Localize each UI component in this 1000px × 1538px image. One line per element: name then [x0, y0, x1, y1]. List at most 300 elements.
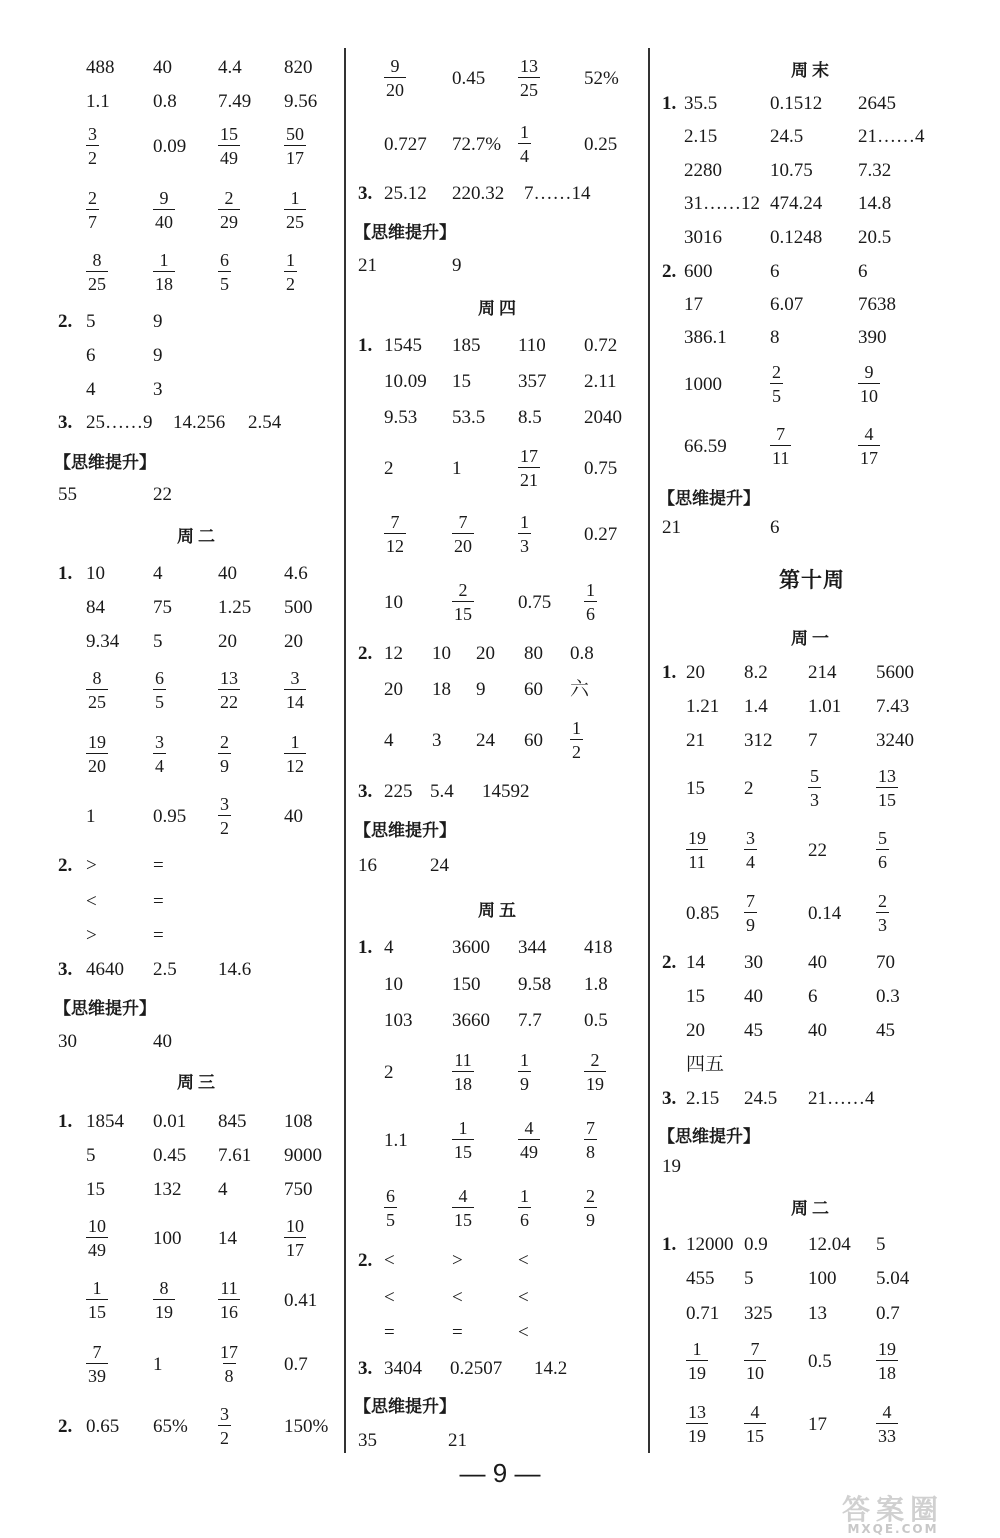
answer-cell	[744, 760, 754, 816]
fraction-numerator: 7	[586, 1118, 595, 1138]
fraction	[584, 581, 597, 623]
answer-cell	[284, 556, 308, 590]
answer-cell	[153, 304, 163, 338]
answer-cell	[384, 506, 406, 562]
answer-cell	[86, 50, 115, 84]
fraction	[153, 669, 166, 711]
answer-cell	[384, 1180, 397, 1236]
answer-cell	[153, 556, 163, 590]
answer-row	[58, 244, 338, 300]
answer-value: 474.24	[770, 192, 823, 214]
answer-row	[662, 1149, 962, 1183]
fraction-numerator: 13	[520, 56, 538, 76]
question-number	[662, 655, 686, 689]
answer-cell	[86, 372, 96, 406]
answer-value: 0.01	[153, 1110, 187, 1132]
answer-cell	[153, 1104, 186, 1138]
fraction-numerator: 2	[878, 891, 887, 911]
answer-cell	[86, 405, 153, 439]
answer-cell	[518, 506, 531, 562]
fraction-numerator: 2	[88, 188, 97, 208]
answer-cell	[518, 1112, 540, 1168]
answer-cell	[686, 1227, 734, 1261]
answer-cell	[808, 689, 841, 723]
watermark-logo	[798, 1488, 988, 1534]
fraction	[218, 251, 231, 293]
fraction-numerator: 8	[159, 1278, 169, 1298]
fraction	[518, 1051, 531, 1093]
answer-cell	[153, 788, 186, 844]
fraction	[452, 1051, 474, 1093]
thinking-boost-label: 【思维提升】	[54, 999, 156, 1019]
answer-cell	[452, 248, 462, 282]
answer-value: 20	[686, 1019, 705, 1041]
answer-value: 9	[153, 310, 163, 332]
answer-value: 40	[284, 805, 303, 827]
answer-cell	[876, 1261, 909, 1295]
question-number	[358, 176, 382, 210]
answer-cell	[744, 1296, 773, 1330]
fraction	[876, 892, 889, 934]
fraction	[452, 1119, 474, 1161]
fraction-denominator: 21	[518, 467, 540, 489]
section-title: 周一	[791, 629, 833, 649]
fraction-denominator: 2	[218, 815, 231, 837]
answer-cell	[858, 320, 887, 354]
answer-cell	[86, 182, 99, 238]
answer-value: 24	[476, 729, 495, 751]
answer-cell	[770, 418, 791, 474]
answer-cell	[384, 116, 427, 172]
fraction-denominator: 5	[218, 271, 231, 293]
answer-cell	[452, 1044, 474, 1100]
question-number-label: 1.	[358, 334, 373, 356]
answer-cell	[770, 356, 783, 412]
answer-cell	[452, 1280, 463, 1314]
answer-value: 14.6	[218, 958, 252, 980]
answer-value: 12	[384, 642, 403, 664]
answer-row	[58, 50, 338, 84]
fraction	[584, 1051, 606, 1093]
answer-value: 21	[662, 516, 681, 538]
answer-cell	[452, 50, 485, 106]
answer-cell	[284, 624, 303, 658]
answer-cell	[584, 440, 617, 496]
fraction	[218, 189, 240, 231]
question-number-label: 3.	[358, 780, 373, 802]
answer-row	[58, 1104, 338, 1138]
answer-cell	[686, 885, 719, 941]
answer-cell	[384, 1044, 394, 1100]
answer-cell	[684, 153, 722, 187]
answer-cell	[86, 726, 108, 782]
fraction-denominator: 14	[284, 689, 306, 711]
answer-row	[662, 356, 962, 412]
question-number-label: 1.	[358, 936, 373, 958]
answer-cell	[584, 1180, 597, 1236]
fraction	[86, 189, 99, 231]
answer-cell	[452, 1315, 463, 1349]
fraction-numerator: 7	[776, 424, 786, 444]
question-number	[58, 405, 82, 439]
answer-cell	[86, 1336, 108, 1392]
answer-cell	[584, 1112, 597, 1168]
fraction-denominator: 2	[570, 739, 583, 761]
answer-value: 9.58	[518, 973, 552, 995]
answer-row	[358, 1044, 640, 1100]
answer-cell	[86, 624, 119, 658]
fraction	[153, 733, 166, 775]
question-number	[662, 1227, 686, 1261]
answer-value: 100	[808, 1267, 837, 1289]
answer-row	[662, 220, 962, 254]
answer-cell	[218, 788, 231, 844]
fraction-numerator: 10	[88, 1216, 106, 1236]
answer-cell	[744, 1333, 766, 1389]
question-number	[358, 1243, 382, 1277]
fraction-numerator: 1	[692, 1339, 702, 1359]
answer-row	[58, 1138, 338, 1172]
answer-cell	[284, 84, 317, 118]
fraction-numerator: 13	[878, 766, 896, 786]
answer-value: 2.5	[153, 958, 177, 980]
question-number	[58, 952, 82, 986]
answer-value: 40	[808, 1019, 827, 1041]
answer-cell	[358, 248, 377, 282]
fraction	[384, 57, 406, 99]
fraction-denominator: 25	[86, 271, 108, 293]
answer-cell	[876, 885, 889, 941]
answer-value: 390	[858, 326, 887, 348]
fraction-numerator: 8	[92, 250, 102, 270]
answer-cell	[744, 1013, 763, 1047]
answer-value: 24.5	[770, 125, 804, 147]
fraction-denominator: 11	[686, 849, 707, 871]
answer-cell	[86, 244, 108, 300]
answer-cell	[808, 1396, 827, 1452]
fraction-denominator: 9	[744, 912, 757, 934]
fraction-denominator: 3	[518, 533, 531, 555]
fraction-denominator: 18	[452, 1071, 474, 1093]
section-title: 周末	[791, 61, 833, 81]
fraction-denominator: 5	[384, 1207, 397, 1229]
section-title: 周三	[177, 1073, 219, 1093]
fraction-numerator: 3	[220, 794, 229, 814]
answer-value: 0.45	[452, 67, 486, 89]
answer-value: 500	[284, 596, 313, 618]
answer-cell	[808, 1013, 827, 1047]
answer-value: 0.95	[153, 805, 187, 827]
answer-cell	[384, 1112, 408, 1168]
answer-value: 66.59	[684, 435, 727, 457]
fraction-denominator: 11	[770, 445, 791, 467]
answer-row	[662, 320, 962, 354]
answer-cell	[684, 418, 727, 474]
thinking-boost-label: 【思维提升】	[354, 821, 456, 841]
fraction-denominator: 3	[876, 912, 889, 934]
answer-row	[662, 1333, 962, 1389]
thinking-boost-label: 【思维提升】	[354, 1397, 456, 1417]
column-divider-right	[648, 48, 650, 1453]
answer-cell	[448, 1423, 467, 1457]
answer-value: 22	[153, 483, 172, 505]
answer-cell	[686, 1047, 724, 1081]
answer-value: 4	[86, 378, 96, 400]
question-number	[58, 304, 82, 338]
answer-cell	[218, 556, 237, 590]
fraction	[744, 829, 757, 871]
fraction-numerator: 2	[224, 188, 234, 208]
page-number: — 9 —	[459, 1458, 541, 1488]
answer-value: 45	[744, 1019, 763, 1041]
answer-value: 0.3	[876, 985, 900, 1007]
fraction-numerator: 1	[92, 1278, 102, 1298]
answer-value: 53.5	[452, 406, 486, 428]
fraction-numerator: 8	[92, 668, 102, 688]
answer-row	[662, 689, 962, 723]
answer-value: 0.7	[876, 1302, 900, 1324]
fraction	[744, 1403, 766, 1445]
answer-cell	[153, 884, 164, 918]
answer-value: 0.45	[153, 1144, 187, 1166]
fraction-denominator: 20	[452, 533, 474, 555]
answer-cell	[218, 182, 240, 238]
answer-value: 5600	[876, 661, 914, 683]
answer-cell	[153, 952, 177, 986]
answer-row	[358, 116, 640, 172]
answer-cell	[684, 254, 713, 288]
answer-cell	[284, 788, 303, 844]
answer-cell	[218, 1172, 228, 1206]
answer-cell	[744, 1261, 754, 1295]
answer-cell	[808, 655, 837, 689]
answer-value: 150%	[284, 1415, 329, 1437]
fraction-numerator: 4	[458, 1186, 468, 1206]
answer-cell	[86, 338, 96, 372]
section-title: 第十周	[779, 567, 845, 592]
answer-cell	[284, 182, 306, 238]
answer-cell	[218, 590, 251, 624]
answer-cell	[770, 153, 813, 187]
answer-value: 2	[744, 777, 754, 799]
answer-cell	[744, 945, 763, 979]
answer-row	[58, 338, 338, 372]
answer-cell	[284, 662, 306, 718]
answer-value: 四五	[686, 1053, 725, 1075]
answer-value: 845	[218, 1110, 247, 1132]
fraction-numerator: 7	[746, 891, 755, 911]
question-number	[358, 774, 382, 808]
answer-value: 7638	[858, 293, 896, 315]
answer-cell	[686, 822, 708, 878]
answer-cell	[808, 1081, 875, 1115]
answer-cell	[808, 723, 818, 757]
fraction-denominator: 2	[86, 145, 99, 167]
answer-cell	[384, 440, 394, 496]
fraction-denominator: 15	[876, 787, 898, 809]
answer-cell	[770, 186, 822, 220]
fraction	[858, 363, 880, 405]
fraction-denominator: 4	[744, 849, 757, 871]
answer-cell	[770, 254, 780, 288]
answer-row	[358, 1180, 640, 1236]
fraction-numerator: 9	[390, 56, 400, 76]
answer-cell	[518, 967, 551, 1001]
answer-value: 0.25	[584, 133, 618, 155]
answer-cell	[86, 1272, 108, 1328]
answer-row	[58, 662, 338, 718]
fraction	[452, 581, 474, 623]
answer-row	[58, 624, 338, 658]
answer-value: 1	[86, 805, 96, 827]
answer-value: <	[384, 1249, 395, 1271]
fraction-numerator: 11	[454, 1050, 472, 1070]
answer-cell	[218, 1104, 247, 1138]
answer-value: 9000	[284, 1144, 322, 1166]
fraction-denominator: 12	[284, 753, 306, 775]
question-number	[662, 254, 686, 288]
question-number-label: 2.	[662, 951, 677, 973]
fraction-numerator: 19	[688, 828, 706, 848]
answer-cell	[384, 967, 403, 1001]
fraction-denominator: 40	[153, 209, 175, 231]
answer-value: =	[153, 890, 164, 912]
answer-cell	[584, 50, 619, 106]
answer-value: 15	[686, 777, 705, 799]
fraction-denominator: 19	[686, 1423, 708, 1445]
answer-cell	[686, 945, 705, 979]
answer-value: 0.9	[744, 1233, 768, 1255]
answer-cell	[452, 1112, 474, 1168]
answer-cell	[684, 86, 717, 120]
fraction-denominator: 9	[518, 1071, 531, 1093]
answer-value: 2	[384, 1061, 394, 1083]
answer-row	[662, 1227, 962, 1261]
fraction-numerator: 7	[750, 1339, 760, 1359]
fraction	[452, 513, 474, 555]
watermark-logo-text: 答案圈	[841, 1493, 944, 1526]
answer-row	[662, 1296, 962, 1330]
answer-value: 103	[384, 1009, 413, 1031]
fraction-denominator: 2	[284, 271, 297, 293]
question-number	[58, 556, 82, 590]
answer-cell	[284, 1210, 306, 1266]
answer-value: 5.4	[430, 780, 454, 802]
fraction-numerator: 2	[586, 1186, 595, 1206]
fraction	[770, 425, 791, 467]
answer-cell	[153, 624, 163, 658]
answer-value: 2.15	[684, 125, 718, 147]
answer-cell	[876, 822, 889, 878]
question-number	[358, 930, 382, 964]
answer-cell	[534, 1351, 567, 1385]
answer-value: 8	[770, 326, 780, 348]
answer-value: 31……12	[684, 192, 760, 214]
question-number-label: 3.	[358, 1357, 373, 1379]
answer-value: 3	[153, 378, 163, 400]
answer-row	[358, 400, 640, 434]
answer-cell	[384, 930, 394, 964]
answer-row	[58, 918, 338, 952]
answer-value: 15	[86, 1178, 105, 1200]
answer-value: 3660	[452, 1009, 490, 1031]
answer-value: 14.8	[858, 192, 892, 214]
answer-row	[358, 1315, 640, 1349]
answer-cell	[218, 1336, 240, 1392]
answer-cell	[452, 116, 501, 172]
answer-cell	[770, 320, 780, 354]
answer-row	[662, 655, 962, 689]
answer-value: 0.1248	[770, 226, 823, 248]
fraction-numerator: 1	[520, 1186, 529, 1206]
answer-row	[662, 510, 962, 544]
fraction	[518, 1119, 540, 1161]
fraction-numerator: 3	[88, 124, 97, 144]
answer-row	[358, 574, 640, 630]
fraction-numerator: 9	[864, 362, 874, 382]
answer-cell	[86, 788, 96, 844]
fraction-numerator: 4	[864, 424, 874, 444]
answer-value: 20.5	[858, 226, 892, 248]
answer-cell	[744, 1396, 766, 1452]
answer-cell	[584, 400, 622, 434]
fraction-numerator: 17	[520, 446, 538, 466]
answer-row	[58, 1172, 338, 1206]
answer-cell	[153, 244, 175, 300]
answer-cell	[662, 510, 681, 544]
fraction-numerator: 1	[520, 1050, 529, 1070]
answer-value: 六	[570, 678, 590, 700]
answer-value: 132	[153, 1178, 182, 1200]
question-number	[58, 1398, 82, 1454]
answer-value: 21	[686, 729, 705, 751]
answer-cell	[876, 945, 895, 979]
answer-value: =	[384, 1321, 395, 1343]
answer-cell	[584, 930, 613, 964]
answer-value: 40	[808, 951, 827, 973]
answer-row	[358, 636, 640, 670]
answer-cell	[684, 356, 722, 412]
answer-value: 1.1	[86, 90, 110, 112]
fraction-numerator: 1	[159, 250, 169, 270]
answer-value: 30	[58, 1030, 77, 1052]
answer-cell	[86, 884, 97, 918]
answer-value: 220.32	[452, 182, 505, 204]
fraction-denominator: 6	[876, 849, 889, 871]
answer-cell	[248, 405, 281, 439]
answer-cell	[518, 1243, 529, 1277]
answer-cell	[218, 118, 240, 174]
question-number	[358, 636, 382, 670]
fraction-denominator: 49	[518, 1139, 540, 1161]
answer-value: 14592	[482, 780, 530, 802]
question-number-label: 2.	[662, 260, 677, 282]
section-title: 周五	[478, 901, 520, 921]
answer-value: 150	[452, 973, 481, 995]
answer-cell	[284, 1104, 313, 1138]
section-title: 周二	[791, 1199, 833, 1219]
fraction-denominator: 19	[153, 1299, 175, 1321]
answer-cell	[476, 712, 495, 768]
question-number	[58, 848, 82, 882]
answer-cell	[153, 84, 177, 118]
answer-cell	[452, 1180, 474, 1236]
answer-value: 14.256	[173, 411, 226, 433]
answer-cell	[384, 672, 403, 706]
question-number	[358, 1351, 382, 1385]
answer-value: 4640	[86, 958, 124, 980]
answer-value: 10.09	[384, 370, 427, 392]
